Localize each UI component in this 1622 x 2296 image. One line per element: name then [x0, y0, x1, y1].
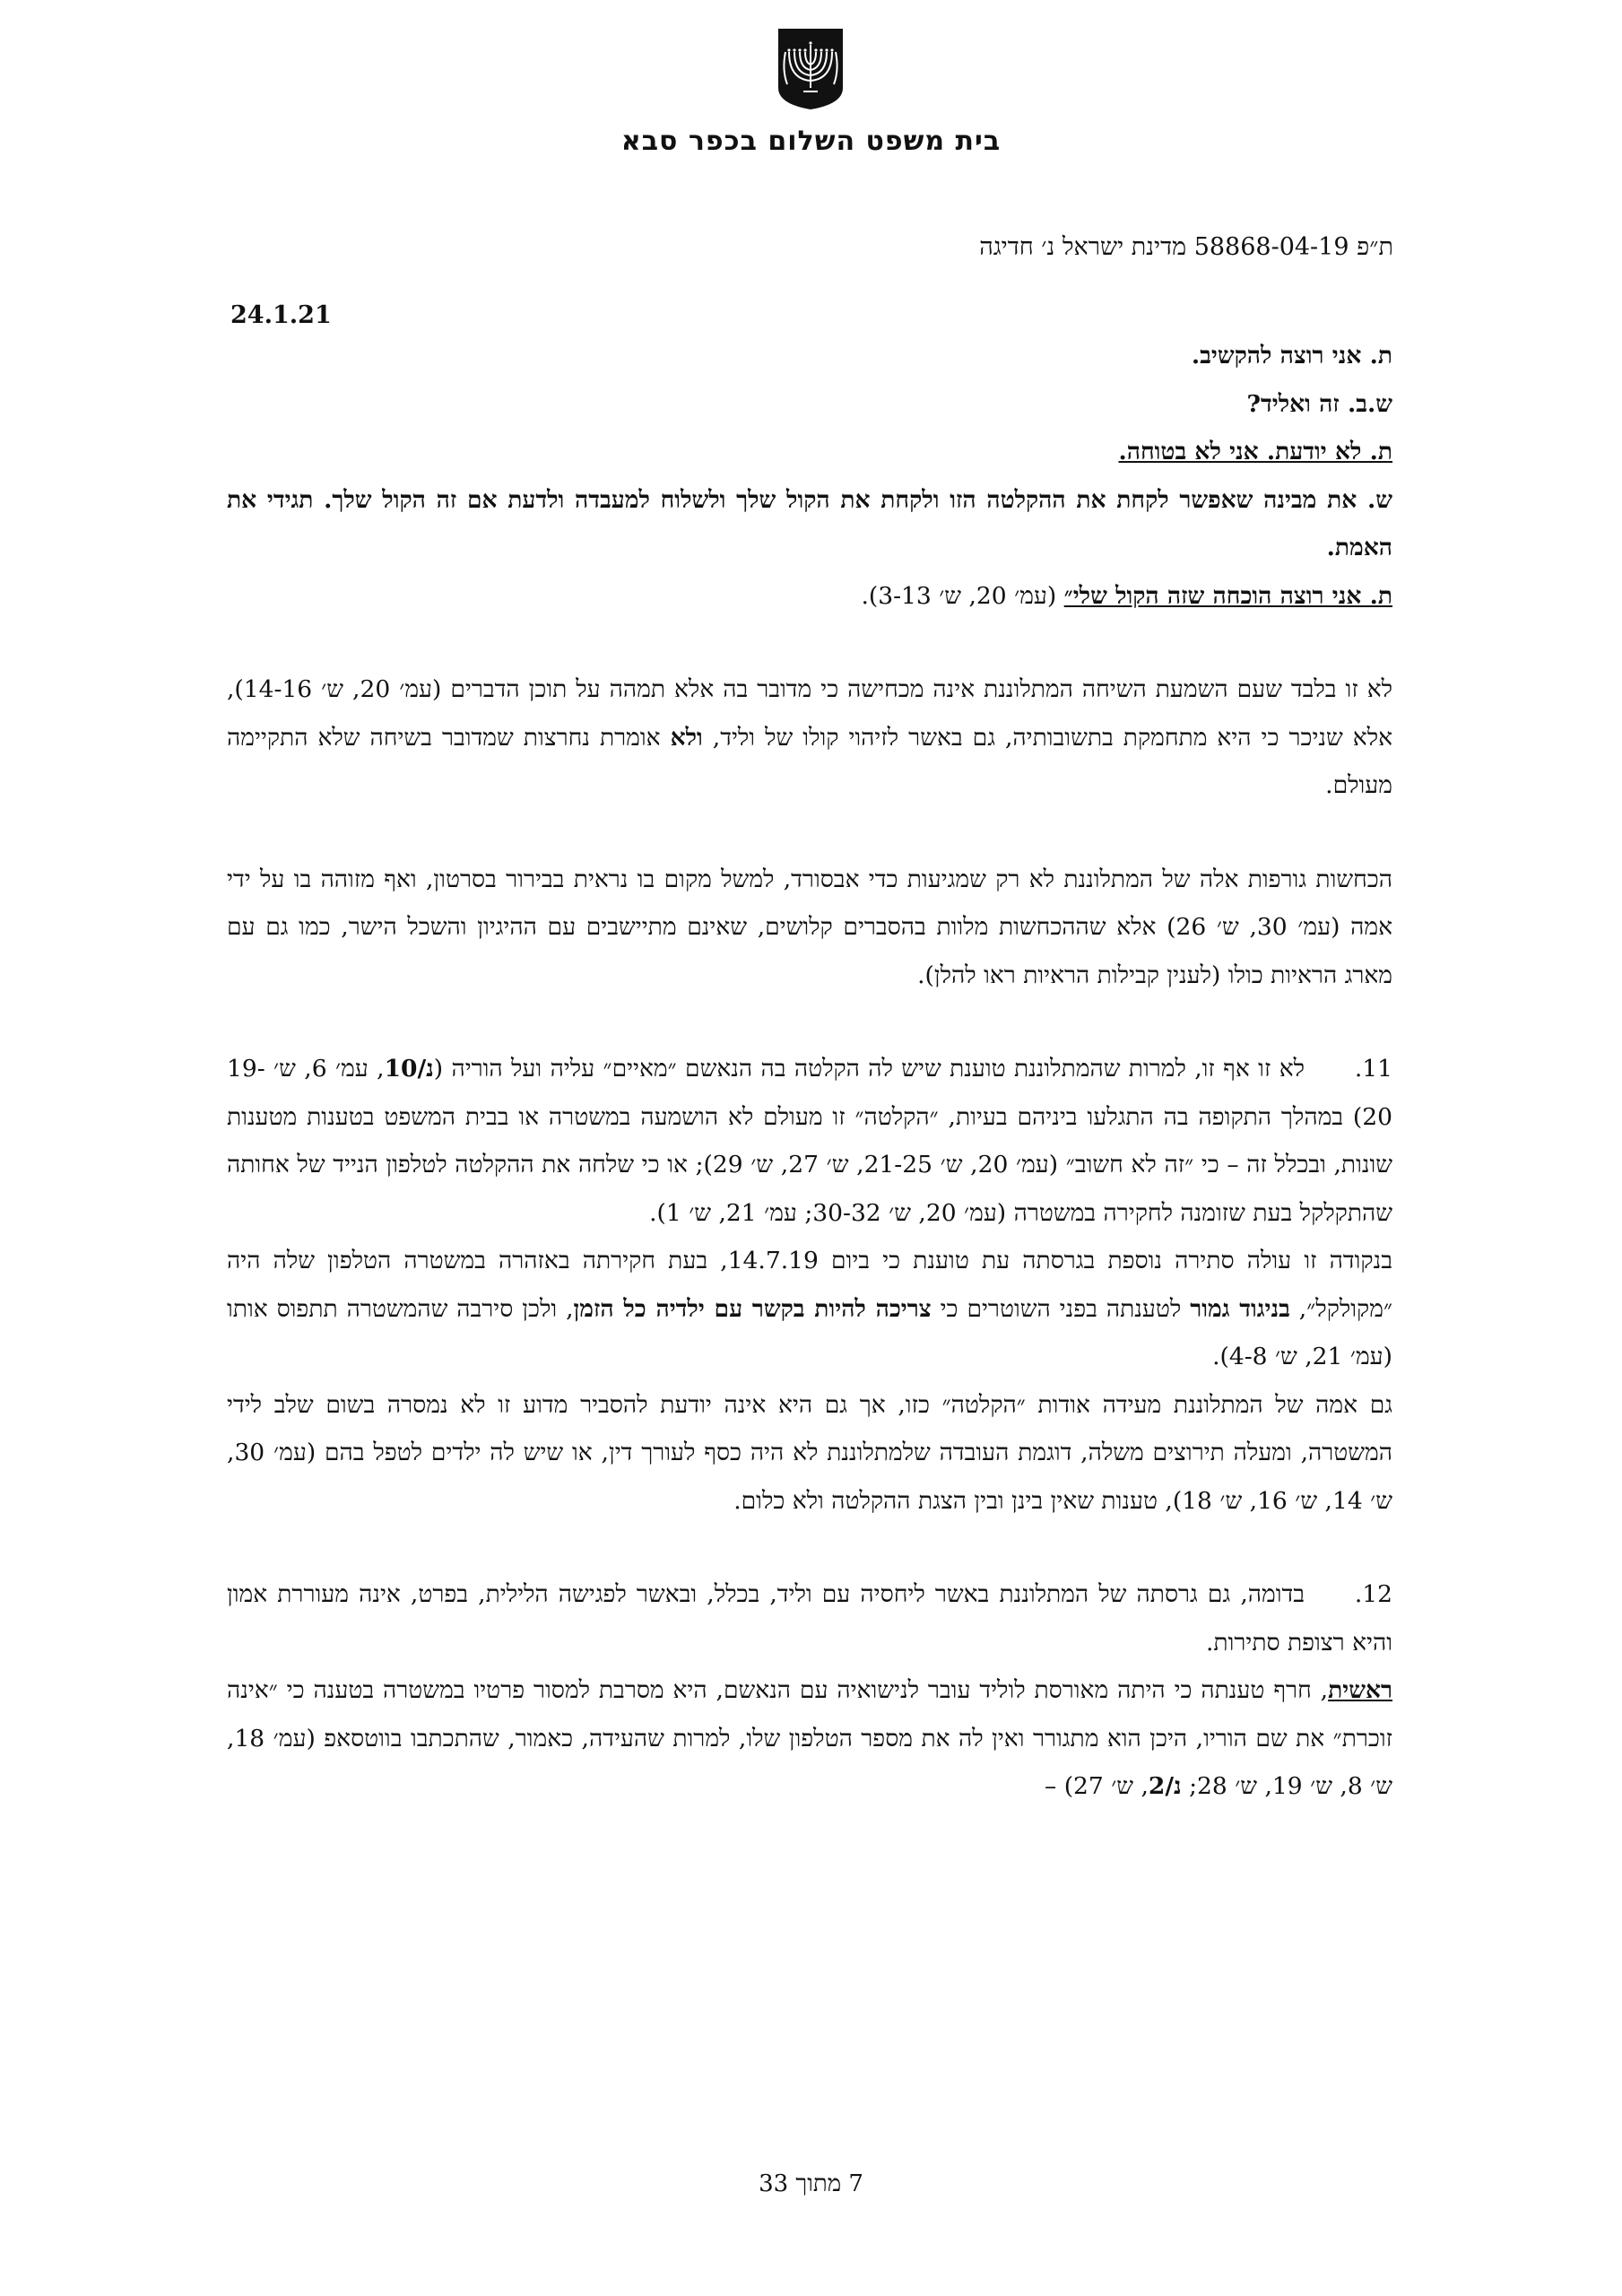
transcript-line: ת. אני רוצה להקשיב. — [1191, 342, 1392, 370]
body-paragraph: גם אמה של המתלוננת מעידה אודות ״הקלטה״ כזו, אך גם היא אינה יודעת להסביר מדוע זו לא נמסרה בשום שלב לידי המשטרה, ומעלה תירוצים משלה, דוגמת העובדה שלמתלוננת לא היה כסף לעורך דין, או שיש לה ילדים לטפל בהם (עמ׳ 30, ש׳ 14, ש׳ 16, ש׳ 18), טענות שאין בינן ובין הצגת ההקלטה ולא כלום. — [227, 1390, 1392, 1515]
text-run: אומרת נחרצות שמדובר בשיחה שלא התקיימה מעולם. — [227, 723, 1392, 799]
body-paragraph — [227, 1666, 1392, 1811]
paragraph-number: 11. — [1354, 1055, 1392, 1083]
transcript-line: ש.ב. זה ואליד? — [1246, 389, 1392, 418]
court-name: בית משפט השלום בכפר סבא — [620, 126, 1002, 157]
document-date: 24.1.21 — [230, 301, 332, 329]
text-run: בדומה, גם גרסתה של המתלוננת באשר ליחסיה עם וליד, בכלל, ובאשר לפגישה הלילית, בפרט, אינה מעוררת אמון והיא רצופת סתירות. — [227, 1580, 1392, 1657]
text-run: , עמ׳ 6, ש׳ 19-20) במהלך התקופה בה התגלעו ביניהם בעיות, ״הקלטה״ זו מעולם לא הושמעה במשטרה או בבית המשפט בטענות מטענות שונות, ובכלל זה – כי ״זה לא חשוב״ (עמ׳ 20, ש׳ 21-25, ש׳ 27, ש׳ 29); או כי שלחה את ההקלטה לטלפון הנייד של אחותה שהתקלקל בעת שזומנה לחקירה במשטרה (עמ׳ 20, ש׳ 30-32; עמ׳ 21, ש׳ 1). — [227, 1055, 1393, 1227]
text-run-bold: בניגוד גמור — [1190, 1294, 1290, 1323]
body-paragraph — [227, 665, 1392, 810]
menorah-emblem-icon — [775, 25, 846, 111]
page-number: 7 מתוך 33 — [759, 2170, 863, 2197]
text-run-bold: צריכה להיות בקשר עם ילדיה כל הזמן — [573, 1294, 932, 1323]
text-run: לא זו אף זו, למרות שהמתלוננת טוענת שיש לה הקלטה בה הנאשם ״מאיים״ עליה ועל הוריה ( — [433, 1055, 1305, 1083]
document-body — [227, 332, 1392, 1811]
case-number-line: ת״פ 58868-04-19 מדינת ישראל נ׳ חדיגה — [979, 233, 1393, 261]
transcript-reference: (עמ׳ 20, ש׳ 3-13). — [861, 581, 1064, 610]
transcript-line — [227, 572, 1392, 621]
text-run-bold-underlined: ראשית — [1328, 1676, 1392, 1704]
exhibit-reference: נ/2 — [1148, 1772, 1182, 1800]
transcript-line: ת. לא יודעת. אני לא בטוחה. — [1118, 438, 1392, 465]
text-run: בנקודה זו עולה סתירה נוספת בגרסתה עת טוענת כי ביום 14.7.19, בעת חקירתה באזהרה במשטרה הטלפון שלה היה ״מקולקל״, — [227, 1247, 1393, 1323]
numbered-paragraph-12 — [227, 1570, 1392, 1666]
paragraph-number: 12. — [1354, 1580, 1392, 1608]
transcript-quote: ת. אני רוצה הוכחה שזה הקול שלי״ — [1063, 581, 1392, 610]
body-paragraph: הכחשות גורפות אלה של המתלוננת לא רק שמגיעות כדי אבסורד, למשל מקום בו נראית בבירור בסרטון, ואף מזוהה בו על ידי אמה (עמ׳ 30, ש׳ 26) אלא שההכחשות מלוות בהסברים קלושים, שאינם מתיישבים עם ההיגיון והשכל הישר, כמו גם עם מארג הראיות כולו (לענין קבילות הראיות ראו להלן). — [227, 865, 1393, 989]
text-run: לא זו בלבד שעם השמעת השיחה המתלוננת אינה מכחישה כי מדובר בה אלא תמהה על תוכן הדברים (עמ׳ 20, ש׳ 14-16), אלא שניכר כי היא מתחמקת בתשובותיה, גם באשר לזיהוי קולו של וליד, — [227, 675, 1393, 752]
exhibit-reference: נ/10 — [384, 1055, 434, 1083]
transcript-line: ש. את מבינה שאפשר לקחת את ההקלטה הזו ולקחת את הקול שלך ולשלוח למעבדה ולדעת אם זה הקול שלך. תגידי את האמת. — [227, 485, 1392, 561]
numbered-paragraph-11 — [227, 1045, 1392, 1237]
text-run: לטענתה בפני השוטרים כי — [931, 1294, 1191, 1323]
text-run-bold: ולא — [670, 723, 703, 752]
text-run: , חרף טענתה כי היתה מאורסת לוליד עובר לנישואיה עם הנאשם, היא מסרבת למסור פרטיו במשטרה בטענה כי ״אינה זוכרת״ את שם הוריו, היכן הוא מתגורר ואין לה את מספר הטלפון שלו, למרות שהעידה, כאמור, שהתכתבו בווטסאפ (עמ׳ 18, ש׳ 8, ש׳ 19, ש׳ 28; — [227, 1676, 1392, 1800]
text-run: , ש׳ 27) – — [1045, 1772, 1149, 1800]
body-paragraph — [227, 1237, 1392, 1381]
text-run: , ולכן סירבה שהמשטרה תתפוס אותו (עמ׳ 21, ש׳ 4-8). — [227, 1294, 1392, 1370]
